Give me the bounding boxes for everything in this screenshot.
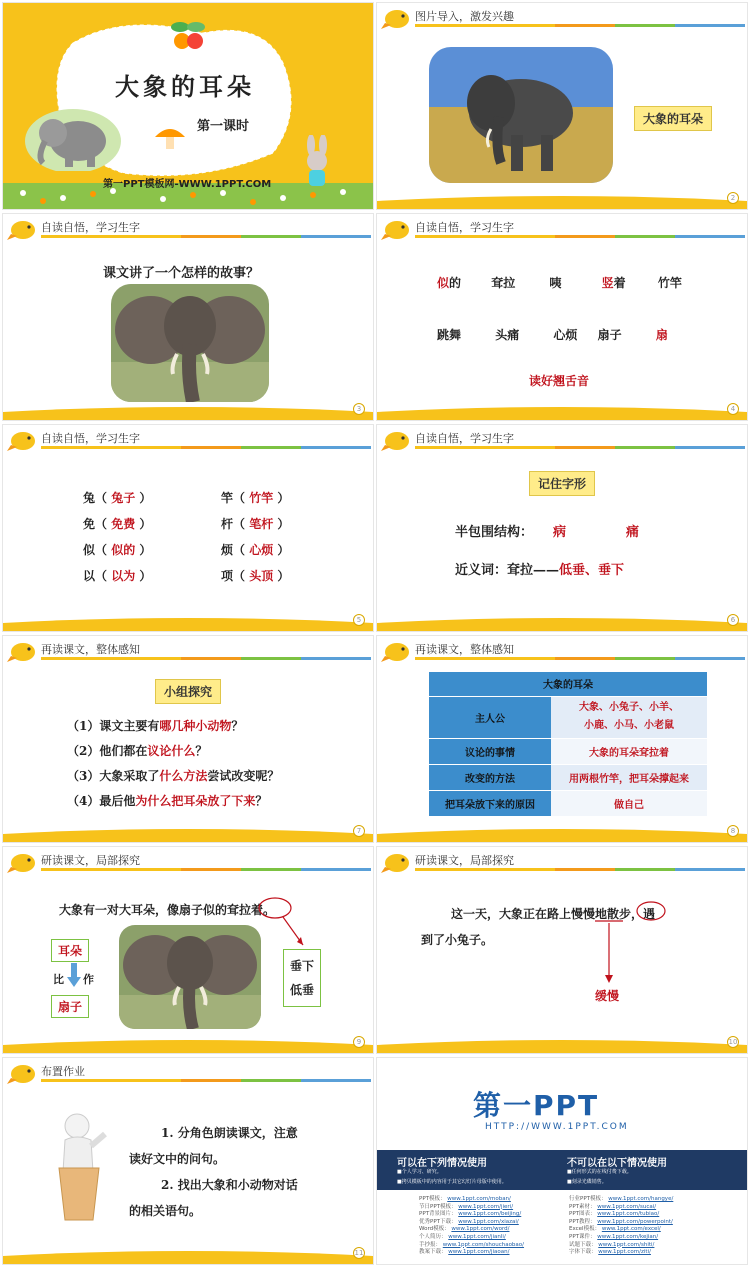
footer-wave xyxy=(3,402,373,420)
link-url[interactable]: www.1ppt.com/moban/ xyxy=(447,1196,511,1202)
summary-table xyxy=(429,672,707,816)
slide-header xyxy=(3,425,373,451)
q-highlight: 哪几种小动物 xyxy=(159,719,232,733)
allowed-title: 可以在下列情况使用 xyxy=(397,1158,487,1169)
link-label: 手抄报： xyxy=(419,1241,442,1248)
word-row-2 xyxy=(437,326,668,343)
structure-char-a: 病 xyxy=(553,525,567,540)
header-bars xyxy=(415,657,745,660)
word-tiaowu: 跳舞 xyxy=(437,328,462,342)
row-key: 议论的事情 xyxy=(429,738,551,764)
slide-10[interactable] xyxy=(376,846,748,1054)
row-key: 改变的方法 xyxy=(429,764,551,790)
slide-12[interactable] xyxy=(376,1057,748,1265)
synonym-line xyxy=(455,559,624,578)
note-text: 读好翘舌音 xyxy=(529,374,590,388)
char-end: ） xyxy=(277,491,290,505)
q-highlight: 为什么把耳朵放了下来 xyxy=(135,794,256,808)
char: 以（ xyxy=(83,569,108,583)
table-row xyxy=(429,696,707,738)
slide-6[interactable] xyxy=(376,424,748,632)
char-word: 免费 xyxy=(111,517,136,531)
header-title: 再读课文，整体感知 xyxy=(41,643,140,656)
link-label: PPT素材： xyxy=(569,1203,596,1210)
table-row xyxy=(429,764,707,790)
elephant-photo xyxy=(119,925,261,1029)
char: 免（ xyxy=(83,517,108,531)
slide-header xyxy=(377,214,747,240)
page-number: 5 xyxy=(353,614,365,626)
question-text: 课文讲了一个怎样的故事？ xyxy=(103,266,260,281)
q-post: ？ xyxy=(231,719,244,733)
footer-wave xyxy=(3,1246,373,1264)
word-char-zhe: 着 xyxy=(613,276,626,290)
elephant-illustration xyxy=(23,101,123,171)
rabbit-illustration xyxy=(297,135,337,195)
question-item xyxy=(67,789,279,814)
header-title: 自读自悟，学习生字 xyxy=(415,432,514,445)
word-shanzi: 扇子 xyxy=(597,328,622,342)
bird-icon xyxy=(381,427,415,453)
mushroom-icon xyxy=(153,121,187,151)
slide-header xyxy=(3,847,373,873)
slide-11[interactable] xyxy=(2,1057,374,1265)
link-label: PPT模板： xyxy=(419,1196,446,1202)
row-key: 把耳朵放下来的原因 xyxy=(429,790,551,816)
slide-header xyxy=(3,1058,373,1084)
fan-box: 扇子 xyxy=(51,995,89,1018)
homework-2b: 的相关语句。 xyxy=(129,1204,202,1218)
char: 似（ xyxy=(83,543,108,557)
slide-3[interactable] xyxy=(2,213,374,421)
word-char-si: 似 xyxy=(437,276,450,290)
forbidden-title: 不可以在以下情况使用 xyxy=(567,1158,667,1169)
char-word: 心烦 xyxy=(249,543,274,557)
footer-wave xyxy=(3,1035,373,1053)
link-label: Word模板： xyxy=(419,1226,450,1233)
word-char-shu: 竖 xyxy=(601,276,614,290)
site-label: 第一PPT模板网-WWW.1PPT.COM xyxy=(103,179,272,190)
link-label: PPT图表： xyxy=(569,1211,596,1218)
synonym-label: 近义词：耷拉—— xyxy=(455,563,560,578)
table-row xyxy=(429,790,707,816)
link-row[interactable] xyxy=(419,1211,524,1219)
link-url[interactable]: www.1ppt.com/shouchaobao/ xyxy=(442,1241,525,1248)
header-title: 自读自悟，学习生字 xyxy=(41,221,140,234)
page-number: 10 xyxy=(728,1038,738,1046)
title: 大象的耳朵 xyxy=(115,72,255,101)
link-url[interactable]: www.1ppt.com/shiti/ xyxy=(598,1241,655,1248)
ear-box: 耳朵 xyxy=(51,939,89,962)
footer-wave xyxy=(377,824,747,842)
speaker-figure xyxy=(47,1112,117,1222)
footer-wave xyxy=(377,191,747,209)
link-row[interactable] xyxy=(419,1249,524,1257)
bird-icon xyxy=(7,216,41,242)
header-title: 图片导入，激发兴趣 xyxy=(415,10,514,23)
header-title: 自读自悟，学习生字 xyxy=(41,432,140,445)
link-url[interactable]: www.1ppt.com/beijing/ xyxy=(458,1211,522,1218)
footer-wave xyxy=(3,824,373,842)
char-row xyxy=(83,563,151,589)
forbidden-2: ■刻录光碟销售。 xyxy=(567,1179,607,1185)
char-row xyxy=(221,563,289,589)
note-text: 缓慢 xyxy=(595,989,620,1003)
make-text: 作 xyxy=(83,973,94,986)
fruit-icon xyxy=(168,19,208,53)
footer-wave xyxy=(377,1035,747,1053)
q-highlight: 什么方法 xyxy=(159,769,208,783)
page-number: 8 xyxy=(727,825,739,837)
char-end: ） xyxy=(277,517,290,531)
q-pre: （1）课文主要有 xyxy=(67,719,160,733)
label-box: 小组探究 xyxy=(155,679,221,704)
bird-icon xyxy=(7,427,41,453)
table-row xyxy=(429,738,707,764)
slide-1[interactable] xyxy=(2,2,374,210)
page-number: 4 xyxy=(727,403,739,415)
elephant-photo xyxy=(111,284,269,402)
header-bars xyxy=(415,24,745,27)
row-value: 用两根竹竿，把耳朵撑起来 xyxy=(551,764,707,790)
link-label: 个人简历： xyxy=(419,1233,447,1240)
forbidden-1: ■任何形式的在线付费下载。 xyxy=(567,1169,632,1175)
header-bars xyxy=(41,868,371,871)
header-bars xyxy=(41,235,371,238)
slide-8[interactable] xyxy=(376,635,748,843)
header-title: 再读课文，整体感知 xyxy=(415,643,514,656)
char: 竿（ xyxy=(221,491,246,505)
char-word: 头顶 xyxy=(249,569,274,583)
footer-wave xyxy=(377,613,747,631)
link-url[interactable]: www.1ppt.com/hangye/ xyxy=(608,1196,674,1202)
bird-icon xyxy=(7,849,41,875)
slide-4[interactable] xyxy=(376,213,748,421)
page-number: 11 xyxy=(354,1249,364,1257)
char-word: 以为 xyxy=(111,569,136,583)
homework-1a: 1. 分角色朗读课文，注意 xyxy=(161,1126,298,1140)
link-row[interactable] xyxy=(419,1234,524,1242)
slide-9[interactable] xyxy=(2,846,374,1054)
row-key: 主人公 xyxy=(429,696,551,738)
link-url[interactable]: www.1ppt.com/excel/ xyxy=(601,1226,661,1233)
word-char-de: 的 xyxy=(449,276,462,290)
link-label: 字体下载： xyxy=(569,1249,597,1256)
synonym-2: 低垂 xyxy=(290,983,315,997)
row-value-line: 小鹿、小马、小老鼠 xyxy=(584,720,674,731)
row-value xyxy=(551,696,707,738)
passage-line-1: 这一天，大象正在路上慢慢地散步，遇 xyxy=(451,907,656,921)
compare-text: 比 xyxy=(53,973,64,986)
table-title: 大象的耳朵 xyxy=(429,672,707,696)
page-number: 7 xyxy=(353,825,365,837)
link-url[interactable]: www.1ppt.com/word/ xyxy=(451,1226,510,1233)
synonym-1: 垂下 xyxy=(290,959,315,973)
link-url[interactable]: www.1ppt.com/ziti/ xyxy=(598,1249,651,1256)
word-xinfan: 心烦 xyxy=(553,328,578,342)
header-title: 自读自悟，学习生字 xyxy=(415,221,514,234)
word-zhugan: 竹竿 xyxy=(657,276,682,290)
link-label: PPT教程： xyxy=(569,1218,596,1225)
link-row[interactable] xyxy=(569,1196,673,1204)
structure-label: 半包围结构： xyxy=(455,525,534,540)
link-url[interactable]: www.1ppt.com/kejian/ xyxy=(597,1233,659,1240)
char-list-right xyxy=(221,485,289,589)
link-url[interactable]: www.1ppt.com/jiaoan/ xyxy=(448,1249,510,1256)
underline-annotation xyxy=(377,847,748,1054)
slide-header xyxy=(3,636,373,662)
page-number: 2 xyxy=(727,192,739,204)
link-url[interactable]: www.1ppt.com/xiazai/ xyxy=(458,1218,519,1225)
char: 烦（ xyxy=(221,543,246,557)
subtitle: 第一课时 xyxy=(197,119,250,134)
header-bars xyxy=(41,446,371,449)
slide-header xyxy=(377,636,747,662)
char: 杆（ xyxy=(221,517,246,531)
header-bars xyxy=(415,235,745,238)
slide-2[interactable] xyxy=(376,2,748,210)
link-row[interactable] xyxy=(569,1211,673,1219)
link-url[interactable]: www.1ppt.com/tubiao/ xyxy=(597,1211,660,1218)
char-word: 笔杆 xyxy=(249,517,274,531)
link-row[interactable] xyxy=(419,1196,524,1204)
char-row xyxy=(83,485,151,511)
link-row[interactable] xyxy=(419,1226,524,1234)
char-word: 兔子 xyxy=(111,491,136,505)
char-end: ） xyxy=(139,491,152,505)
slide-7[interactable] xyxy=(2,635,374,843)
table-header-row xyxy=(429,672,707,696)
header-title: 研读课文，局部探究 xyxy=(41,854,140,867)
q-pre: （4）最后他 xyxy=(67,794,136,808)
header-bars xyxy=(415,446,745,449)
char-end: ） xyxy=(139,543,152,557)
link-url[interactable]: www.1ppt.com/jianli/ xyxy=(448,1233,506,1240)
bird-icon xyxy=(381,5,415,31)
question-item xyxy=(67,714,279,739)
label-box: 大象的耳朵 xyxy=(634,106,712,131)
usage-banner xyxy=(377,1150,748,1190)
synonym-value: 低垂、垂下 xyxy=(559,563,625,578)
char-end: ） xyxy=(139,569,152,583)
header-bars xyxy=(415,868,745,871)
elephant-photo xyxy=(429,47,613,183)
char-row xyxy=(83,511,151,537)
link-label: 节日PPT模板： xyxy=(419,1203,457,1210)
synonym-box xyxy=(283,949,321,1007)
link-label: PPT课件： xyxy=(569,1233,596,1240)
footer-wave xyxy=(377,402,747,420)
passage-line-2: 到了小兔子。 xyxy=(421,933,494,947)
slide-header xyxy=(377,3,747,29)
q-pre: （3）大象采取了 xyxy=(67,769,160,783)
allowed-2: ■拷贝模板中的内容用于其它幻灯片母版中使用。 xyxy=(397,1179,507,1185)
label-box: 记住字形 xyxy=(529,471,595,496)
char: 兔（ xyxy=(83,491,108,505)
link-url[interactable]: www.1ppt.com/sucai/ xyxy=(597,1203,657,1210)
link-url[interactable]: www.1ppt.com/powerpoint/ xyxy=(597,1218,673,1225)
link-row[interactable] xyxy=(569,1226,673,1234)
row-value: 做自己 xyxy=(551,790,707,816)
char-end: ） xyxy=(139,517,152,531)
header-bars xyxy=(41,1079,371,1082)
link-url[interactable]: www.1ppt.com/jieri/ xyxy=(458,1203,514,1210)
structure-char-b: 痛 xyxy=(626,525,640,540)
link-label: 优秀PPT下载： xyxy=(419,1218,457,1225)
word-row-1 xyxy=(437,274,682,291)
char-row xyxy=(221,485,289,511)
char-row xyxy=(83,537,151,563)
structure-line xyxy=(455,521,639,540)
char-end: ） xyxy=(277,569,290,583)
q-post: 尝试改变呢？ xyxy=(207,769,280,783)
link-label: 试题下载： xyxy=(569,1241,597,1248)
slide-header xyxy=(3,214,373,240)
bird-icon xyxy=(7,1060,41,1086)
header-title: 布置作业 xyxy=(41,1065,85,1078)
footer-wave xyxy=(3,613,373,631)
header-title: 研读课文，局部探究 xyxy=(415,854,514,867)
header-bars xyxy=(41,657,371,660)
page-number: 6 xyxy=(727,614,739,626)
link-row[interactable] xyxy=(569,1234,673,1242)
homework-1b: 读好文中的问句。 xyxy=(129,1152,226,1166)
word-dala: 耷拉 xyxy=(491,276,516,290)
homework-2a: 2. 找出大象和小动物对话 xyxy=(161,1178,298,1192)
link-label: 行业PPT模板： xyxy=(569,1196,607,1202)
bird-icon xyxy=(7,638,41,664)
page-number: 3 xyxy=(353,403,365,415)
slide-5[interactable] xyxy=(2,424,374,632)
links-left xyxy=(419,1196,524,1257)
link-label: Excel模板： xyxy=(569,1226,601,1233)
logo-text: 第一PPT xyxy=(473,1089,600,1122)
question-item xyxy=(67,739,279,764)
q-highlight: 议论什么 xyxy=(147,744,196,758)
char-list-left xyxy=(83,485,151,589)
q-post: ？ xyxy=(195,744,208,758)
page-number: 9 xyxy=(353,1036,365,1048)
link-label: 教案下载： xyxy=(419,1249,447,1256)
word-toutong: 头痛 xyxy=(495,328,520,342)
allowed-1: ■个人学习、研究。 xyxy=(397,1169,442,1175)
q-post: ？ xyxy=(255,794,268,808)
arrow-down-icon xyxy=(67,963,81,987)
link-row[interactable] xyxy=(569,1249,673,1257)
links-right xyxy=(569,1196,673,1257)
row-value: 大象的耳朵耷拉着 xyxy=(551,738,707,764)
bird-icon xyxy=(381,638,415,664)
char: 项（ xyxy=(221,569,246,583)
char-word: 似的 xyxy=(111,543,136,557)
char-word: 竹竿 xyxy=(249,491,274,505)
question-list xyxy=(67,714,279,814)
word-shan: 扇 xyxy=(655,328,668,342)
logo-url: HTTP://WWW.1PPT.COM xyxy=(485,1122,629,1132)
row-value-line: 大象、小兔子、小羊、 xyxy=(579,702,679,713)
bird-icon xyxy=(381,849,415,875)
question-item xyxy=(67,764,279,789)
slide-header xyxy=(377,847,747,873)
q-pre: （2）他们都在 xyxy=(67,744,148,758)
slide-header xyxy=(377,425,747,451)
link-label: PPT背景图片： xyxy=(419,1211,457,1218)
char-row xyxy=(221,511,289,537)
word-yi: 咦 xyxy=(549,276,562,290)
sentence-text: 大象有一对大耳朵，像扇子似的耷拉着。 xyxy=(59,903,276,917)
char-end: ） xyxy=(277,543,290,557)
char-row xyxy=(221,537,289,563)
bird-icon xyxy=(381,216,415,242)
